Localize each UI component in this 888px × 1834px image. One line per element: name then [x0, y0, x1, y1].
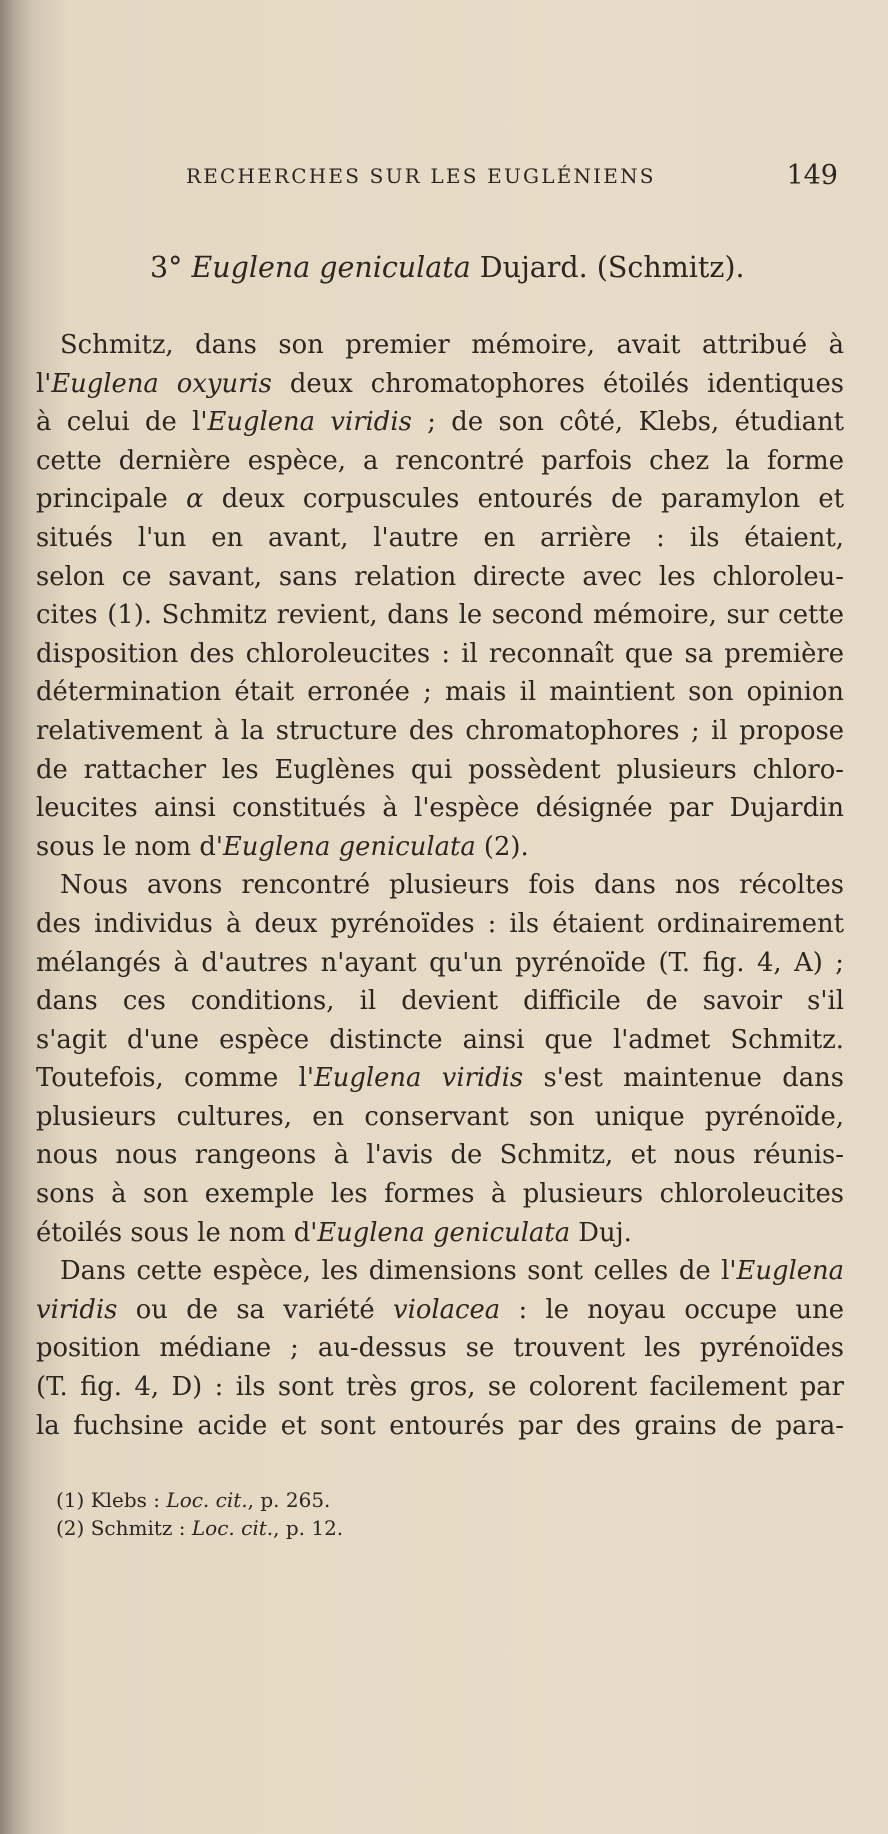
footnotes [56, 1486, 343, 1542]
text-line: sous le nom d'Euglena geniculata (2). [36, 831, 529, 862]
footnote-1: (1) Klebs : Loc. cit., p. 265. [56, 1488, 331, 1512]
text-line: viridis ou de sa variété violacea : le noyau occupe une [36, 1294, 844, 1325]
text-line: Nous avons rencontré plusieurs fois dans nos récoltes [60, 870, 844, 901]
text-line: Schmitz, dans son premier mémoire, avait attribué à [60, 330, 844, 360]
text-line: (T. fig. 4, D) : ils sont très gros, se colorent facilement par [36, 1372, 844, 1403]
text-line: la fuchsine acide et sont entourés par des grains de para- [36, 1410, 844, 1441]
text-line: principale α deux corpuscules entourés de paramylon et [36, 484, 844, 515]
text-line: à celui de l'Euglena viridis ; de son côté, Klebs, étudiant [36, 407, 844, 438]
section-authority: Dujard. (Schmitz). [479, 251, 745, 284]
section-number: 3° [150, 251, 183, 284]
footnote-2: (2) Schmitz : Loc. cit., p. 12. [56, 1516, 344, 1540]
text-line: position médiane ; au-dessus se trouvent les pyrénoïdes [36, 1333, 844, 1364]
text-line: Toutefois, comme l'Euglena viridis s'est maintenue dans [36, 1063, 844, 1094]
text-line: dans ces conditions, il devient difficile de savoir s'il [36, 986, 844, 1017]
text-line: relativement à la structure des chromatophores ; il propose [36, 715, 844, 746]
text-line: plusieurs cultures, en conservant son unique pyrénoïde, [36, 1101, 844, 1132]
text-line: situés l'un en avant, l'autre en arrière : ils étaient, [36, 522, 844, 553]
page-number: 149 [786, 160, 838, 191]
text-line: sons à son exemple les formes à plusieurs chloroleucites [36, 1179, 844, 1210]
text-line: leucites ainsi constitués à l'espèce désignée par Dujardin [36, 793, 844, 824]
text-line: nous nous rangeons à l'avis de Schmitz, et nous réunis- [36, 1140, 844, 1171]
text-line: des individus à deux pyrénoïdes : ils étaient ordinairement [36, 908, 844, 939]
section-species: Euglena geniculata [191, 251, 471, 284]
text-line: cette dernière espèce, a rencontré parfois chez la forme [36, 445, 844, 476]
section-title [150, 251, 745, 284]
text-line: l'Euglena oxyuris deux chromatophores étoilés identiques [36, 368, 844, 399]
text-line: selon ce savant, sans relation directe avec les chloroleu- [36, 561, 844, 592]
text-line: étoilés sous le nom d'Euglena geniculata Duj. [36, 1217, 632, 1248]
text-line: disposition des chloroleucites : il reconnaît que sa première [36, 638, 844, 669]
page-header [186, 160, 838, 190]
text-line: détermination était erronée ; mais il maintient son opinion [36, 677, 844, 708]
running-title: RECHERCHES SUR LES EUGLÉNIENS [186, 164, 656, 188]
body-text [36, 326, 844, 1445]
text-line: mélangés à d'autres n'ayant qu'un pyrénoïde (T. fig. 4, A) ; [36, 947, 844, 978]
text-line: de rattacher les Euglènes qui possèdent plusieurs chloro- [36, 754, 844, 785]
text-line: s'agit d'une espèce distincte ainsi que l'admet Schmitz. [36, 1024, 844, 1055]
text-line: Dans cette espèce, les dimensions sont celles de l'Euglena [60, 1256, 844, 1287]
text-line: cites (1). Schmitz revient, dans le second mémoire, sur cette [36, 600, 844, 631]
